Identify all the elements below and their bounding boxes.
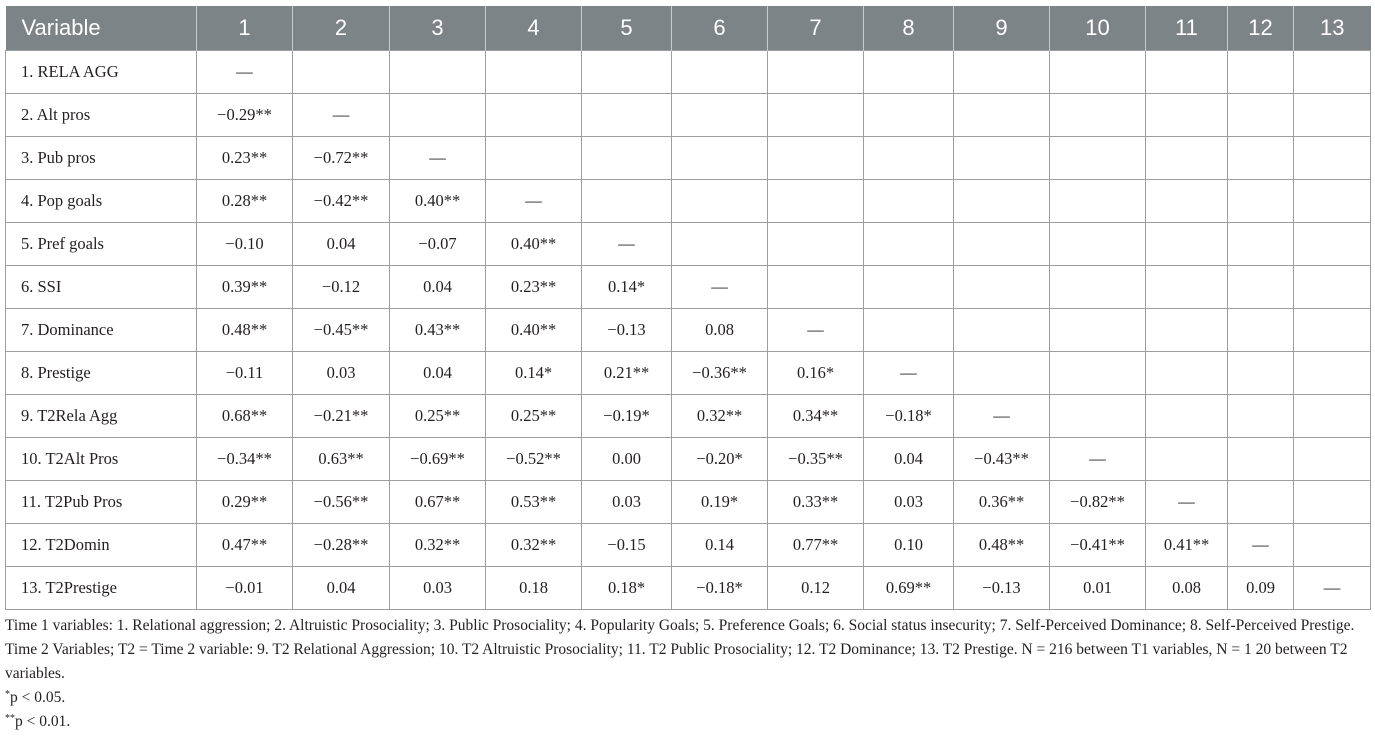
correlation-cell: 0.01 (1050, 566, 1146, 609)
correlation-cell (1050, 136, 1146, 179)
column-header-11: 11 (1146, 6, 1228, 50)
correlation-cell: 0.43** (390, 308, 486, 351)
correlation-cell (390, 93, 486, 136)
correlation-cell: — (768, 308, 864, 351)
correlation-table-container (5, 6, 1370, 610)
correlation-cell (768, 265, 864, 308)
correlation-cell (1050, 394, 1146, 437)
correlation-cell: −0.15 (582, 523, 672, 566)
correlation-cell (1146, 222, 1228, 265)
table-row (6, 566, 1371, 609)
correlation-cell (1050, 50, 1146, 93)
correlation-cell (1146, 351, 1228, 394)
variable-label-cell: 13. T2Prestige (6, 566, 197, 609)
correlation-cell: 0.25** (390, 394, 486, 437)
variable-label-cell: 9. T2Rela Agg (6, 394, 197, 437)
correlation-cell: 0.40** (486, 308, 582, 351)
correlation-cell: 0.77** (768, 523, 864, 566)
correlation-cell (672, 136, 768, 179)
correlation-table (5, 6, 1371, 610)
correlation-cell: — (1050, 437, 1146, 480)
correlation-cell (1050, 179, 1146, 222)
correlation-cell (1294, 437, 1371, 480)
column-header-8: 8 (864, 6, 954, 50)
correlation-cell: −0.45** (293, 308, 390, 351)
correlation-cell: — (197, 50, 293, 93)
correlation-cell: −0.72** (293, 136, 390, 179)
correlation-cell: −0.29** (197, 93, 293, 136)
correlation-cell: −0.13 (582, 308, 672, 351)
correlation-cell: 0.53** (486, 480, 582, 523)
correlation-cell (1228, 222, 1294, 265)
correlation-cell: 0.25** (486, 394, 582, 437)
variable-label-cell: 3. Pub pros (6, 136, 197, 179)
correlation-cell: — (1146, 480, 1228, 523)
correlation-cell (954, 351, 1050, 394)
correlation-cell: −0.36** (672, 351, 768, 394)
table-header (6, 6, 1371, 50)
correlation-cell (1228, 93, 1294, 136)
correlation-cell: 0.68** (197, 394, 293, 437)
correlation-cell: −0.52** (486, 437, 582, 480)
correlation-cell: −0.01 (197, 566, 293, 609)
correlation-cell (1146, 179, 1228, 222)
correlation-cell: 0.32** (390, 523, 486, 566)
header-row (6, 6, 1371, 50)
table-row (6, 179, 1371, 222)
correlation-cell: −0.10 (197, 222, 293, 265)
correlation-cell: 0.48** (954, 523, 1050, 566)
correlation-cell: −0.13 (954, 566, 1050, 609)
variable-label-cell: 2. Alt pros (6, 93, 197, 136)
correlation-cell (864, 265, 954, 308)
correlation-cell (1294, 480, 1371, 523)
correlation-cell (1146, 437, 1228, 480)
table-row (6, 480, 1371, 523)
correlation-cell: 0.32** (672, 394, 768, 437)
correlation-cell (1146, 50, 1228, 93)
correlation-cell: −0.56** (293, 480, 390, 523)
variable-label-cell: 12. T2Domin (6, 523, 197, 566)
correlation-cell: — (954, 394, 1050, 437)
correlation-cell: — (864, 351, 954, 394)
column-header-12: 12 (1228, 6, 1294, 50)
correlation-cell: 0.32** (486, 523, 582, 566)
note-significance-005-text: p < 0.05. (10, 689, 66, 706)
column-header-4: 4 (486, 6, 582, 50)
correlation-cell: 0.36** (954, 480, 1050, 523)
correlation-cell: −0.19* (582, 394, 672, 437)
correlation-cell (1050, 265, 1146, 308)
correlation-cell (768, 136, 864, 179)
correlation-cell (1050, 93, 1146, 136)
correlation-cell: 0.19* (672, 480, 768, 523)
correlation-cell: 0.23** (486, 265, 582, 308)
correlation-cell: 0.18 (486, 566, 582, 609)
correlation-cell (1294, 523, 1371, 566)
correlation-cell (1228, 351, 1294, 394)
correlation-cell: 0.14* (486, 351, 582, 394)
correlation-cell (954, 265, 1050, 308)
correlation-cell (582, 179, 672, 222)
note-significance-001 (5, 710, 1370, 734)
correlation-cell: — (582, 222, 672, 265)
correlation-cell (864, 222, 954, 265)
correlation-cell (954, 222, 1050, 265)
variable-label-cell: 1. RELA AGG (6, 50, 197, 93)
correlation-cell (1294, 308, 1371, 351)
variable-label-cell: 4. Pop goals (6, 179, 197, 222)
correlation-cell: 0.08 (672, 308, 768, 351)
correlation-cell (1228, 136, 1294, 179)
table-notes (5, 614, 1370, 734)
table-body (6, 50, 1371, 609)
correlation-cell (1228, 265, 1294, 308)
column-header-2: 2 (293, 6, 390, 50)
correlation-cell: 0.14 (672, 523, 768, 566)
correlation-cell: −0.11 (197, 351, 293, 394)
correlation-cell: −0.28** (293, 523, 390, 566)
correlation-cell (864, 136, 954, 179)
correlation-cell (954, 136, 1050, 179)
correlation-cell: −0.43** (954, 437, 1050, 480)
table-row (6, 437, 1371, 480)
correlation-cell: 0.47** (197, 523, 293, 566)
correlation-cell: 0.34** (768, 394, 864, 437)
correlation-cell: 0.00 (582, 437, 672, 480)
correlation-cell (768, 179, 864, 222)
table-row (6, 222, 1371, 265)
correlation-cell: −0.21** (293, 394, 390, 437)
table-row (6, 50, 1371, 93)
correlation-cell (672, 179, 768, 222)
column-header-6: 6 (672, 6, 768, 50)
correlation-cell (1050, 308, 1146, 351)
column-header-7: 7 (768, 6, 864, 50)
correlation-cell: 0.63** (293, 437, 390, 480)
table-row (6, 93, 1371, 136)
correlation-cell (390, 50, 486, 93)
correlation-cell (1228, 480, 1294, 523)
correlation-cell: 0.04 (390, 351, 486, 394)
note-asterisk-single: * (5, 689, 10, 700)
correlation-cell: 0.39** (197, 265, 293, 308)
correlation-cell (486, 93, 582, 136)
correlation-cell (954, 179, 1050, 222)
correlation-cell: −0.20* (672, 437, 768, 480)
variable-label-cell: 7. Dominance (6, 308, 197, 351)
correlation-cell (486, 136, 582, 179)
correlation-cell (582, 136, 672, 179)
correlation-cell (1294, 136, 1371, 179)
variable-label-cell: 5. Pref goals (6, 222, 197, 265)
correlation-cell: 0.10 (864, 523, 954, 566)
correlation-cell: 0.03 (293, 351, 390, 394)
correlation-cell: — (672, 265, 768, 308)
correlation-cell: −0.42** (293, 179, 390, 222)
correlation-cell: 0.29** (197, 480, 293, 523)
correlation-cell: −0.82** (1050, 480, 1146, 523)
correlation-cell: −0.34** (197, 437, 293, 480)
correlation-cell (1228, 50, 1294, 93)
correlation-cell (1228, 394, 1294, 437)
correlation-cell: 0.03 (864, 480, 954, 523)
correlation-cell: 0.12 (768, 566, 864, 609)
correlation-cell: 0.33** (768, 480, 864, 523)
notes-main: Time 1 variables: 1. Relational aggression; 2. Altruistic Prosociality; 3. Public Prosociality; 4. Popularity Goals; 5. Preference Goals; 6. Social status insecurity; 7. Self-Perceived Dominance; 8. Self-Perceived Prestige. Time 2 Variables; T2 = Time 2 variable: 9. T2 Relational Aggression; 10. T2 Altruistic Prosociality; 11. T2 Public Prosociality; 12. T2 Dominance; 13. T2 Prestige. N = 216 between T1 variables, N = 1 20 between T2 variables. (5, 617, 1355, 682)
correlation-cell (1146, 394, 1228, 437)
correlation-cell (1228, 308, 1294, 351)
column-header-10: 10 (1050, 6, 1146, 50)
correlation-cell (864, 93, 954, 136)
correlation-cell (582, 93, 672, 136)
correlation-cell: 0.48** (197, 308, 293, 351)
column-header-variable: Variable (6, 6, 197, 50)
correlation-cell (864, 50, 954, 93)
note-asterisk-double: ** (5, 713, 15, 724)
correlation-cell: 0.08 (1146, 566, 1228, 609)
correlation-cell: −0.18* (672, 566, 768, 609)
correlation-cell (672, 93, 768, 136)
correlation-cell (864, 308, 954, 351)
correlation-cell (1294, 93, 1371, 136)
correlation-cell: −0.12 (293, 265, 390, 308)
correlation-cell (1146, 308, 1228, 351)
correlation-cell: 0.18* (582, 566, 672, 609)
correlation-cell (954, 93, 1050, 136)
correlation-cell (1294, 351, 1371, 394)
note-significance-005 (5, 686, 1370, 710)
correlation-cell (582, 50, 672, 93)
correlation-cell: −0.07 (390, 222, 486, 265)
column-header-1: 1 (197, 6, 293, 50)
table-row (6, 394, 1371, 437)
correlation-cell: 0.03 (390, 566, 486, 609)
correlation-cell (1294, 50, 1371, 93)
correlation-cell: −0.69** (390, 437, 486, 480)
column-header-3: 3 (390, 6, 486, 50)
correlation-cell (1146, 265, 1228, 308)
correlation-cell: — (1294, 566, 1371, 609)
table-row (6, 136, 1371, 179)
correlation-cell: — (293, 93, 390, 136)
correlation-cell: 0.28** (197, 179, 293, 222)
correlation-cell (768, 222, 864, 265)
variable-label-cell: 10. T2Alt Pros (6, 437, 197, 480)
table-row (6, 265, 1371, 308)
correlation-cell (1294, 265, 1371, 308)
table-row (6, 308, 1371, 351)
correlation-cell: 0.40** (486, 222, 582, 265)
correlation-cell (672, 50, 768, 93)
correlation-cell: 0.03 (582, 480, 672, 523)
variable-label-cell: 8. Prestige (6, 351, 197, 394)
correlation-cell: −0.35** (768, 437, 864, 480)
variable-label-cell: 11. T2Pub Pros (6, 480, 197, 523)
correlation-cell: 0.09 (1228, 566, 1294, 609)
note-significance-001-text: p < 0.01. (15, 713, 71, 730)
correlation-cell (1294, 222, 1371, 265)
correlation-cell (1050, 351, 1146, 394)
correlation-cell: 0.04 (293, 222, 390, 265)
column-header-5: 5 (582, 6, 672, 50)
correlation-cell (1228, 437, 1294, 480)
correlation-cell (954, 308, 1050, 351)
table-row (6, 351, 1371, 394)
correlation-cell (1294, 394, 1371, 437)
correlation-cell (864, 179, 954, 222)
correlation-cell (486, 50, 582, 93)
correlation-cell: 0.41** (1146, 523, 1228, 566)
correlation-cell: — (390, 136, 486, 179)
correlation-cell: 0.04 (293, 566, 390, 609)
correlation-cell (1228, 179, 1294, 222)
column-header-9: 9 (954, 6, 1050, 50)
correlation-cell: 0.14* (582, 265, 672, 308)
correlation-cell: 0.04 (390, 265, 486, 308)
correlation-cell (768, 50, 864, 93)
correlation-cell: 0.23** (197, 136, 293, 179)
correlation-cell (1146, 93, 1228, 136)
correlation-cell (672, 222, 768, 265)
correlation-cell: 0.67** (390, 480, 486, 523)
correlation-cell (293, 50, 390, 93)
correlation-cell (1050, 222, 1146, 265)
correlation-cell: 0.21** (582, 351, 672, 394)
correlation-cell: 0.69** (864, 566, 954, 609)
correlation-cell: −0.18* (864, 394, 954, 437)
correlation-cell (768, 93, 864, 136)
correlation-cell: 0.40** (390, 179, 486, 222)
table-row (6, 523, 1371, 566)
correlation-cell (954, 50, 1050, 93)
correlation-cell: 0.16* (768, 351, 864, 394)
variable-label-cell: 6. SSI (6, 265, 197, 308)
correlation-cell (1146, 136, 1228, 179)
correlation-cell: — (486, 179, 582, 222)
correlation-cell: — (1228, 523, 1294, 566)
correlation-cell: −0.41** (1050, 523, 1146, 566)
correlation-cell: 0.04 (864, 437, 954, 480)
correlation-cell (1294, 179, 1371, 222)
column-header-13: 13 (1320, 14, 1345, 40)
